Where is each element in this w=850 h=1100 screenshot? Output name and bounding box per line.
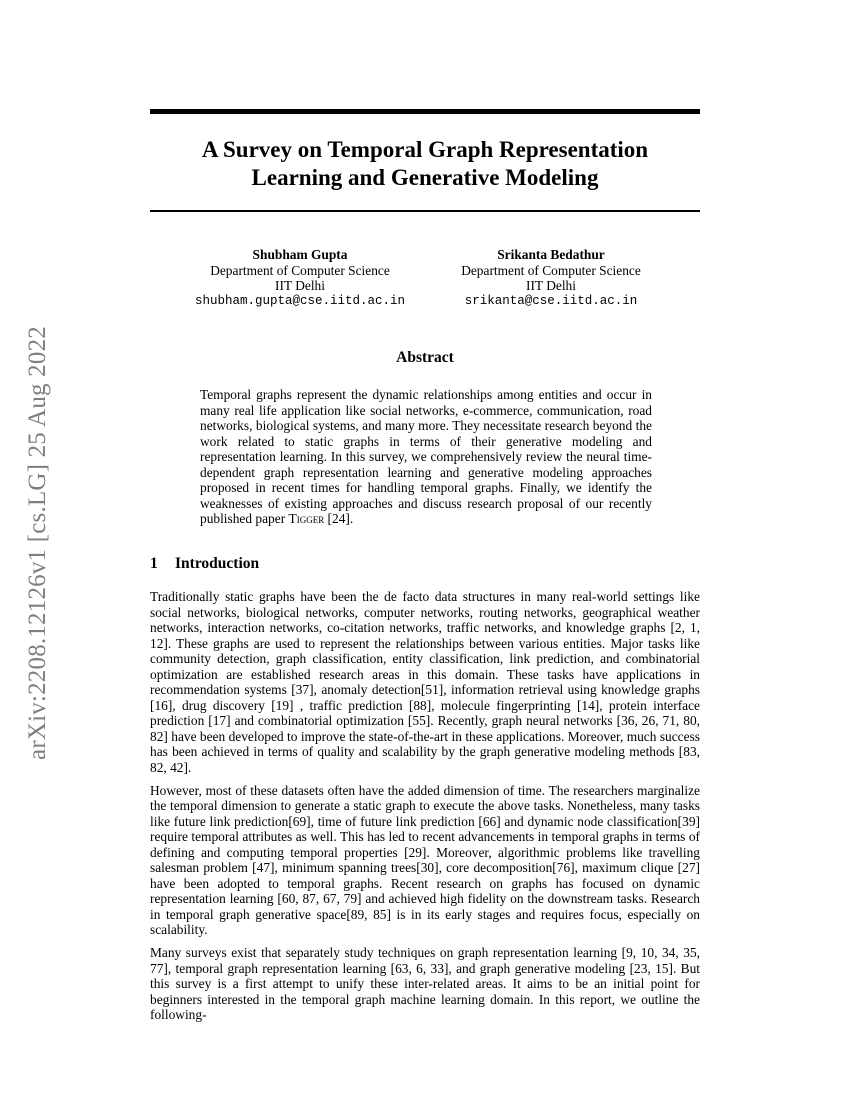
section-title: Introduction [175, 555, 260, 572]
author-institution: IIT Delhi [526, 278, 576, 293]
section-number: 1 [150, 555, 158, 572]
author-email: srikanta@cse.iitd.ac.in [464, 293, 638, 308]
author-name: Shubham Gupta [252, 247, 348, 262]
author-block-1 [160, 247, 440, 309]
title-bottom-rule [150, 210, 700, 212]
paragraph: However, most of these datasets often have the added dimension of time. The researchers marginalize the temporal dimension to generate a static graph to execute the above tasks. Nonetheless, many tasks like future link prediction[69], time of future link prediction [66] and dynamic node classification[39] require temporal attributes as well. This has led to recent advancements in temporal graphs in terms of defining and computing temporal properties [29]. Moreover, algorithmic problems like travelling salesman problem [47], minimum spanning trees[30], core decomposition[76], maximum clique [27] have been adopted to temporal graphs. Recent research on graphs has focused on dynamic representation learning [60, 87, 67, 79] and achieved high fidelity on the downstream tasks. Research in temporal graph generative space[89, 85] is in its early stages and requires focus, especially on scalability. [150, 782, 700, 938]
author-email: shubham.gupta@cse.iitd.ac.in [194, 293, 406, 308]
paragraph: Traditionally static graphs have been the de facto data structures in many real-world settings like social networks, biological networks, computer networks, routing networks, geographical weather networks, interaction networks, co-citation networks, traffic networks, and knowledge graphs [2, 1, 12]. These graphs are used to represent the relationships between various entities. Major tasks like community detection, graph classification, entity classification, link prediction, and combinatorial optimization are established research areas in this domain. These tasks have applications in recommendation systems [37], anomaly detection[51], information retrieval using knowledge graphs [16], drug discovery [19] , traffic prediction [88], molecule fingerprinting [14], protein interface prediction [17] and combinatorial optimization [55]. Recently, graph neural networks [36, 26, 71, 80, 82] have been developed to improve the state-of-the-art in these applications. Moreover, much success has been achieved in terms of quality and scalability by the graph generative modeling methods [83, 82, 42]. [150, 589, 700, 776]
abstract-text-end: [24]. [324, 511, 354, 526]
abstract-text-main: Temporal graphs represent the dynamic relationships among entities and occur in many real life application like social networks, e-commerce, communication, road networks, biological systems, and many more. They necessitate research beyond the work related to static graphs in terms of their generative modeling and representation learning. In this survey, we comprehensively review the neural time-dependent graph representation learning and generative modeling approaches proposed in recent times for handling temporal graphs. Finally, we identify the weaknesses of existing approaches and discuss research proposal of our recently published paper [200, 387, 652, 526]
author-block-2 [411, 247, 691, 309]
author-name: Srikanta Bedathur [497, 247, 605, 262]
paragraph: Many surveys exist that separately study techniques on graph representation learning [9, 10, 34, 35, 77], temporal graph representation learning [63, 6, 33], and graph generative modeling [23, 15]. But this survey is a first attempt to unify these inter-related areas. It aims to be an initial point for beginners interested in the temporal graph machine learning domain. In this report, we outline the following- [150, 945, 700, 1023]
introduction-body [150, 589, 700, 1030]
author-department: Department of Computer Science [461, 262, 641, 278]
arxiv-sidebar [10, 290, 66, 795]
title-line-1: A Survey on Temporal Graph Representation [201, 137, 649, 162]
arxiv-identifier: arXiv:2208.12126v1 [cs.LG] 25 Aug 2022 [24, 325, 52, 760]
abstract-heading: Abstract [396, 349, 454, 366]
paper-title [150, 136, 700, 192]
section-heading-introduction [150, 555, 700, 573]
author-institution: IIT Delhi [275, 278, 325, 293]
system-name: Tigger [288, 511, 325, 526]
title-top-rule [150, 109, 700, 114]
title-line-2: Learning and Generative Modeling [251, 165, 599, 190]
author-department: Department of Computer Science [210, 262, 390, 278]
abstract-text [200, 387, 652, 527]
